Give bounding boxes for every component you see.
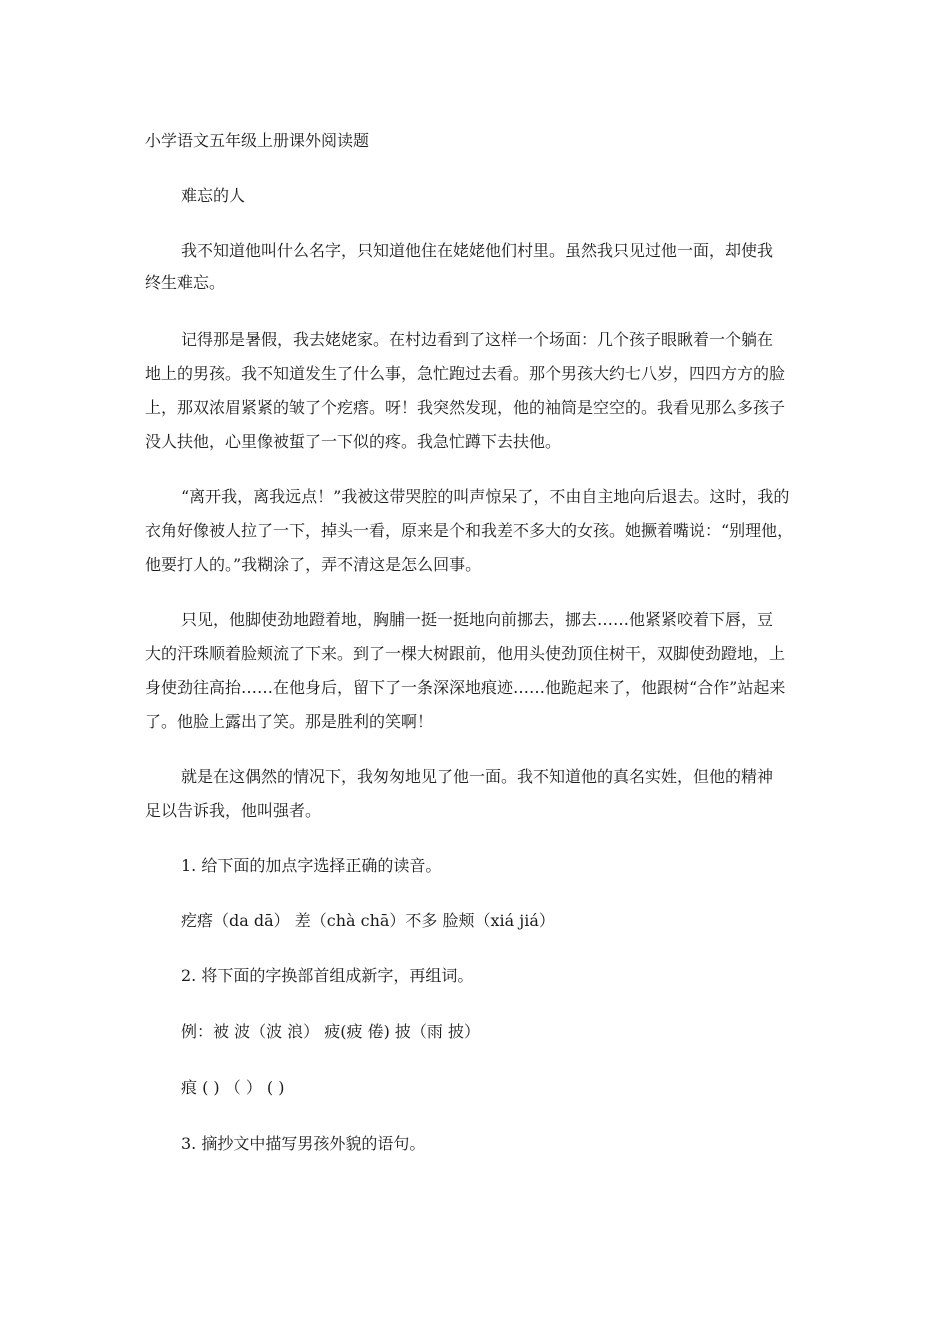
paragraph-3-line-3: 他要打人的。”我糊涂了，弄不清这是怎么回事。: [145, 555, 482, 574]
paragraph-5-line-1: 就是在这偶然的情况下，我匆匆地见了他一面。我不知道他的真名实姓，但他的精神: [181, 767, 774, 786]
paragraph-2-line-3: 上，那双浓眉紧紧的皱了个疙瘩。呀！我突然发现，他的袖筒是空空的。我看见那么多孩子: [145, 398, 786, 417]
paragraph-1-line-2: 终生难忘。: [145, 273, 226, 292]
question-2-example: 例：被 波（波 浪） 疲(疲 倦) 披（雨 披）: [181, 1022, 481, 1041]
paragraph-4-line-1: 只见，他脚使劲地蹬着地，胸脯一挺一挺地向前挪去，挪去……他紧紧咬着下唇，豆: [181, 610, 774, 629]
paragraph-1-line-1: 我不知道他叫什么名字，只知道他住在姥姥他们村里。虽然我只见过他一面，却使我: [181, 241, 774, 260]
paragraph-4-line-4: 了。他脸上露出了笑。那是胜利的笑啊！: [145, 712, 434, 731]
question-1: 1. 给下面的加点字选择正确的读音。: [181, 856, 442, 875]
paragraph-4-line-3: 身使劲往高抬……在他身后，留下了一条深深地痕迹……他跪起来了，他跟树“合作”站起来: [145, 678, 786, 697]
paragraph-2-line-2: 地上的男孩。我不知道发生了什么事，急忙跑过去看。那个男孩大约七八岁，四四方方的脸: [145, 364, 786, 383]
question-2-blank: 痕 ( ) （ ） ( ): [181, 1078, 285, 1097]
question-1-options: 疙瘩（da dā） 差（chà chā）不多 脸颊（xiá jiá）: [181, 911, 555, 930]
question-2: 2. 将下面的字换部首组成新字，再组词。: [181, 966, 474, 985]
story-title: 难忘的人: [181, 186, 246, 205]
paragraph-3-line-2: 衣角好像被人拉了一下，掉头一看，原来是个和我差不多大的女孩。她撅着嘴说：“别理他，: [145, 521, 794, 540]
paragraph-3-line-1: “离开我，离我远点！”我被这带哭腔的叫声惊呆了，不由自主地向后退去。这时，我的: [181, 487, 790, 506]
paragraph-2-line-1: 记得那是暑假，我去姥姥家。在村边看到了这样一个场面：几个孩子眼瞅着一个躺在: [181, 330, 774, 349]
paragraph-5-line-2: 足以告诉我，他叫强者。: [145, 801, 322, 820]
document-heading: 小学语文五年级上册课外阅读题: [145, 131, 370, 150]
question-3: 3. 摘抄文中描写男孩外貌的语句。: [181, 1134, 426, 1153]
paragraph-2-line-4: 没人扶他，心里像被蜇了一下似的疼。我急忙蹲下去扶他。: [145, 432, 562, 451]
paragraph-4-line-2: 大的汗珠顺着脸颊流了下来。到了一棵大树跟前，他用头使劲顶住树干，双脚使劲蹬地，上: [145, 644, 786, 663]
